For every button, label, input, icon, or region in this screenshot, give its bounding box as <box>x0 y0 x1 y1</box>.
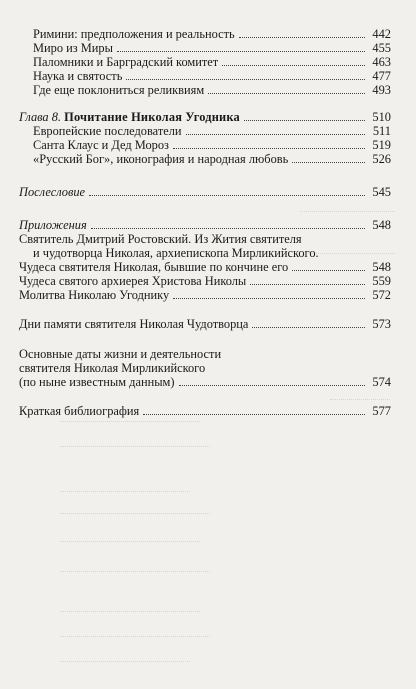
afterword-title: Послесловие <box>19 185 86 199</box>
toc-entry[interactable] <box>19 288 391 302</box>
toc-entry-page: 511 <box>372 124 391 138</box>
appendix-intro <box>19 232 391 260</box>
dates-line: святителя Николая Мирликийского <box>19 361 206 375</box>
toc-entry-page: 548 <box>372 260 391 274</box>
bibliography-entry[interactable] <box>19 404 391 418</box>
toc-entry-title: Чудеса святителя Николая, бывшие по кончине его <box>19 260 289 274</box>
dates-last-line <box>19 375 391 389</box>
appendix-heading[interactable] <box>19 218 391 232</box>
leader-dots <box>126 78 365 80</box>
toc-entry-title: Паломники и Барградский комитет <box>33 55 219 69</box>
leader-dots <box>179 384 365 386</box>
toc-entry-page: 559 <box>372 274 391 288</box>
dates-line: (по ныне известным данным) <box>19 375 175 389</box>
leader-dots <box>239 36 365 38</box>
toc-entry[interactable] <box>19 55 391 69</box>
chapter-title <box>19 110 240 124</box>
appendix-title: Приложения <box>19 218 87 232</box>
leader-dots <box>292 269 365 271</box>
toc-entry-title: Молитва Николаю Угоднику <box>19 288 170 302</box>
leader-dots <box>117 50 365 52</box>
dates-entry[interactable] <box>19 347 391 389</box>
toc-entry-page: 455 <box>372 41 391 55</box>
afterword-heading[interactable] <box>19 185 391 199</box>
toc-entry-page: 442 <box>372 27 391 41</box>
toc-entry-title: Наука и святость <box>33 69 123 83</box>
toc-entry[interactable] <box>19 41 391 55</box>
toc-entry-title: Миро из Миры <box>33 41 113 55</box>
leader-dots <box>186 133 365 135</box>
toc-entry[interactable] <box>19 274 391 288</box>
leader-dots <box>250 283 365 285</box>
dates-page: 574 <box>372 375 391 389</box>
appendix-intro-line: и чудотворца Николая, архиепископа Мирликийского. <box>33 246 319 260</box>
toc-entry[interactable] <box>19 124 391 138</box>
bibliography-title: Краткая библиография <box>19 404 140 418</box>
bibliography-page: 577 <box>372 404 391 418</box>
toc-entry-page: 572 <box>372 288 391 302</box>
memory-days-page: 573 <box>372 317 391 331</box>
leader-dots <box>173 147 365 149</box>
toc-entry[interactable] <box>19 138 391 152</box>
toc-entry-page: 526 <box>372 152 391 166</box>
leader-dots <box>89 194 365 196</box>
leader-dots <box>91 227 365 229</box>
leader-dots <box>222 64 365 66</box>
table-of-contents <box>19 27 391 418</box>
toc-entry[interactable] <box>19 83 391 97</box>
leader-dots <box>244 119 365 121</box>
appendix-page: 548 <box>372 218 391 232</box>
afterword-page: 545 <box>372 185 391 199</box>
toc-entry[interactable] <box>19 152 391 166</box>
chapter-heading[interactable] <box>19 110 391 124</box>
toc-entry-title: Где еще поклониться реликвиям <box>33 83 205 97</box>
leader-dots <box>173 297 365 299</box>
toc-entry[interactable] <box>19 69 391 83</box>
toc-entry-title: Римини: предположения и реальность <box>33 27 235 41</box>
toc-entry-title: Санта Клаус и Дед Мороз <box>33 138 169 152</box>
leader-dots <box>208 92 365 94</box>
chapter-page: 510 <box>372 110 391 124</box>
leader-dots <box>143 413 365 415</box>
dates-line: Основные даты жизни и деятельности <box>19 347 222 361</box>
toc-entry-page: 493 <box>372 83 391 97</box>
leader-dots <box>252 326 365 328</box>
appendix-intro-line: Святитель Дмитрий Ростовский. Из Жития святителя <box>19 232 302 246</box>
toc-entry-title: «Русский Бог», иконография и народная любовь <box>33 152 289 166</box>
toc-entry-title: Европейские последователи <box>33 124 182 138</box>
toc-entry-title: Чудеса святого архиерея Христова Николы <box>19 274 247 288</box>
chapter-name: Почитание Николая Угодника <box>64 110 240 124</box>
memory-days-entry[interactable] <box>19 317 391 331</box>
toc-entry-page: 477 <box>372 69 391 83</box>
chapter-prefix: Глава 8. <box>19 110 62 124</box>
memory-days-title: Дни памяти святителя Николая Чудотворца <box>19 317 249 331</box>
toc-entry-page: 519 <box>372 138 391 152</box>
toc-entry[interactable] <box>19 260 391 274</box>
toc-entry-page: 463 <box>372 55 391 69</box>
toc-entry[interactable] <box>19 27 391 41</box>
leader-dots <box>292 161 365 163</box>
